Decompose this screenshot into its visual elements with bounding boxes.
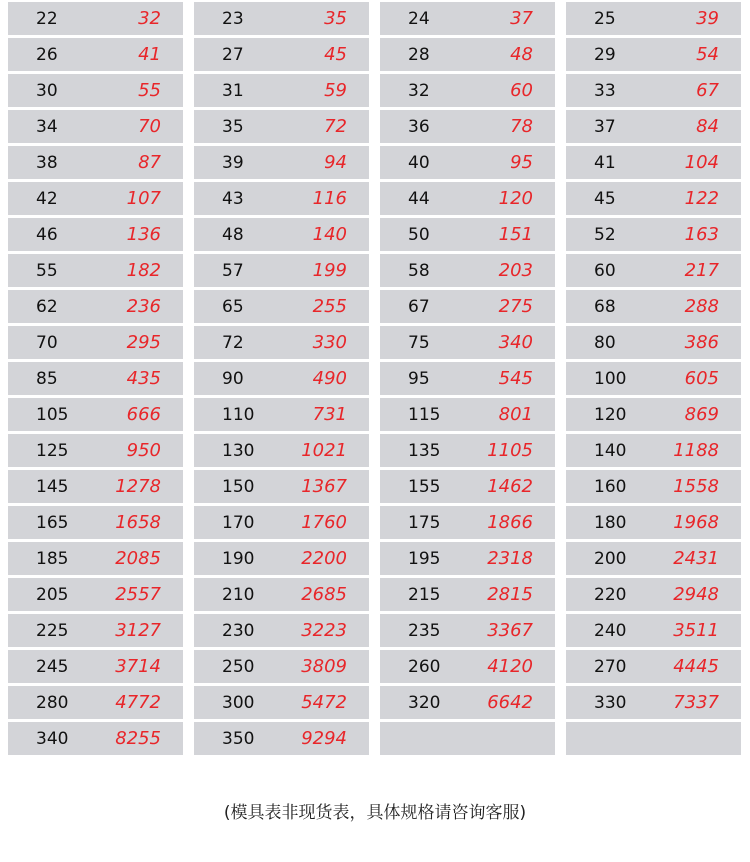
table-cell bbox=[194, 470, 369, 503]
table-cell bbox=[194, 686, 369, 719]
value-number: 1462 bbox=[487, 476, 533, 497]
table-cell bbox=[8, 290, 183, 323]
size-number: 195 bbox=[408, 548, 441, 569]
table-cell bbox=[8, 74, 183, 107]
size-number: 320 bbox=[408, 692, 441, 713]
value-number: 3367 bbox=[487, 620, 533, 641]
table-cell bbox=[380, 614, 555, 647]
table-cell bbox=[380, 110, 555, 143]
size-number: 75 bbox=[408, 332, 430, 353]
value-number: 3809 bbox=[301, 656, 347, 677]
size-number: 220 bbox=[594, 584, 627, 605]
size-number: 26 bbox=[36, 44, 58, 65]
size-number: 27 bbox=[222, 44, 244, 65]
value-number: 95 bbox=[510, 152, 533, 173]
size-number: 330 bbox=[594, 692, 627, 713]
size-number: 57 bbox=[222, 260, 244, 281]
size-number: 72 bbox=[222, 332, 244, 353]
table-cell bbox=[380, 326, 555, 359]
size-number: 185 bbox=[36, 548, 69, 569]
size-number: 39 bbox=[222, 152, 244, 173]
value-number: 87 bbox=[138, 152, 161, 173]
value-number: 48 bbox=[510, 44, 533, 65]
table-cell bbox=[566, 254, 741, 287]
value-number: 236 bbox=[126, 296, 161, 317]
table-cell bbox=[380, 290, 555, 323]
size-number: 95 bbox=[408, 368, 430, 389]
table-cell bbox=[566, 146, 741, 179]
value-number: 1105 bbox=[487, 440, 533, 461]
table-cell bbox=[8, 146, 183, 179]
size-number: 250 bbox=[222, 656, 255, 677]
size-number: 42 bbox=[36, 188, 58, 209]
footer-note: (模具表非现货表，具体规格请咨询客服) bbox=[223, 803, 527, 823]
table-row bbox=[8, 362, 742, 395]
value-number: 4120 bbox=[487, 656, 533, 677]
table-row bbox=[8, 218, 742, 251]
table-cell bbox=[566, 686, 741, 719]
table-cell bbox=[194, 650, 369, 683]
size-number: 25 bbox=[594, 8, 616, 29]
table-row bbox=[8, 470, 742, 503]
table-cell bbox=[380, 470, 555, 503]
table-cell bbox=[566, 362, 741, 395]
table-cell bbox=[194, 146, 369, 179]
table-cell bbox=[194, 326, 369, 359]
size-number: 170 bbox=[222, 512, 255, 533]
table-cell bbox=[194, 110, 369, 143]
table-cell bbox=[380, 542, 555, 575]
table-cell bbox=[8, 2, 183, 35]
table-row bbox=[8, 110, 742, 143]
table-cell bbox=[566, 434, 741, 467]
size-number: 48 bbox=[222, 224, 244, 245]
size-number: 115 bbox=[408, 404, 441, 425]
value-number: 2318 bbox=[487, 548, 533, 569]
value-number: 1760 bbox=[301, 512, 347, 533]
table-cell bbox=[194, 398, 369, 431]
table-cell bbox=[566, 470, 741, 503]
table-row bbox=[8, 650, 742, 683]
table-cell bbox=[566, 290, 741, 323]
value-number: 32 bbox=[138, 8, 161, 29]
size-number: 135 bbox=[408, 440, 441, 461]
value-number: 37 bbox=[510, 8, 533, 29]
value-number: 4445 bbox=[673, 656, 719, 677]
size-number: 80 bbox=[594, 332, 616, 353]
empty-cell bbox=[380, 722, 555, 755]
value-number: 275 bbox=[498, 296, 533, 317]
table-row bbox=[8, 38, 742, 71]
size-number: 225 bbox=[36, 620, 69, 641]
table-cell bbox=[194, 578, 369, 611]
table-cell bbox=[566, 2, 741, 35]
size-number: 70 bbox=[36, 332, 58, 353]
size-number: 40 bbox=[408, 152, 430, 173]
table-cell bbox=[566, 542, 741, 575]
size-number: 100 bbox=[594, 368, 627, 389]
size-number: 55 bbox=[36, 260, 58, 281]
table-cell bbox=[380, 506, 555, 539]
value-number: 67 bbox=[696, 80, 719, 101]
table-row bbox=[8, 182, 742, 215]
value-number: 1367 bbox=[301, 476, 347, 497]
table-row bbox=[8, 74, 742, 107]
table-row bbox=[8, 686, 742, 719]
table-cell bbox=[380, 434, 555, 467]
value-number: 5472 bbox=[301, 692, 347, 713]
size-number: 41 bbox=[594, 152, 616, 173]
size-number: 105 bbox=[36, 404, 69, 425]
table-cell bbox=[194, 434, 369, 467]
table-cell bbox=[8, 254, 183, 287]
value-number: 295 bbox=[126, 332, 161, 353]
value-number: 731 bbox=[312, 404, 347, 425]
size-number: 43 bbox=[222, 188, 244, 209]
value-number: 1278 bbox=[115, 476, 161, 497]
table-cell bbox=[194, 2, 369, 35]
value-number: 1558 bbox=[673, 476, 719, 497]
value-number: 545 bbox=[498, 368, 533, 389]
value-number: 136 bbox=[126, 224, 161, 245]
size-number: 36 bbox=[408, 116, 430, 137]
table-row bbox=[8, 254, 742, 287]
size-number: 90 bbox=[222, 368, 244, 389]
table-cell bbox=[566, 398, 741, 431]
value-number: 35 bbox=[324, 8, 347, 29]
value-number: 120 bbox=[498, 188, 533, 209]
value-number: 1968 bbox=[673, 512, 719, 533]
value-number: 666 bbox=[126, 404, 161, 425]
size-number: 130 bbox=[222, 440, 255, 461]
empty-cell bbox=[566, 722, 741, 755]
value-number: 151 bbox=[498, 224, 533, 245]
size-number: 215 bbox=[408, 584, 441, 605]
value-number: 2085 bbox=[115, 548, 161, 569]
table-cell bbox=[8, 686, 183, 719]
table-cell bbox=[194, 506, 369, 539]
table-row bbox=[8, 290, 742, 323]
size-number: 28 bbox=[408, 44, 430, 65]
table-row bbox=[8, 326, 742, 359]
size-number: 205 bbox=[36, 584, 69, 605]
table-cell bbox=[380, 2, 555, 35]
size-number: 52 bbox=[594, 224, 616, 245]
size-number: 22 bbox=[36, 8, 58, 29]
table-cell bbox=[8, 722, 183, 755]
size-number: 230 bbox=[222, 620, 255, 641]
value-number: 3223 bbox=[301, 620, 347, 641]
value-number: 801 bbox=[498, 404, 533, 425]
size-value-table bbox=[8, 2, 742, 758]
table-cell bbox=[566, 506, 741, 539]
table-row bbox=[8, 398, 742, 431]
table-cell bbox=[8, 326, 183, 359]
table-cell bbox=[8, 38, 183, 71]
size-number: 235 bbox=[408, 620, 441, 641]
size-number: 180 bbox=[594, 512, 627, 533]
value-number: 140 bbox=[312, 224, 347, 245]
table-row bbox=[8, 578, 742, 611]
size-number: 280 bbox=[36, 692, 69, 713]
value-number: 2431 bbox=[673, 548, 719, 569]
value-number: 54 bbox=[696, 44, 719, 65]
table-row bbox=[8, 146, 742, 179]
size-number: 190 bbox=[222, 548, 255, 569]
size-number: 50 bbox=[408, 224, 430, 245]
value-number: 869 bbox=[684, 404, 719, 425]
table-cell bbox=[380, 74, 555, 107]
size-number: 23 bbox=[222, 8, 244, 29]
value-number: 2815 bbox=[487, 584, 533, 605]
value-number: 84 bbox=[696, 116, 719, 137]
size-number: 160 bbox=[594, 476, 627, 497]
size-number: 34 bbox=[36, 116, 58, 137]
size-number: 31 bbox=[222, 80, 244, 101]
table-cell bbox=[380, 578, 555, 611]
value-number: 288 bbox=[684, 296, 719, 317]
size-number: 32 bbox=[408, 80, 430, 101]
value-number: 7337 bbox=[673, 692, 719, 713]
table-cell bbox=[380, 650, 555, 683]
size-number: 68 bbox=[594, 296, 616, 317]
size-number: 200 bbox=[594, 548, 627, 569]
table-cell bbox=[194, 290, 369, 323]
table-cell bbox=[194, 182, 369, 215]
size-number: 45 bbox=[594, 188, 616, 209]
table-cell bbox=[8, 650, 183, 683]
table-cell bbox=[380, 686, 555, 719]
table-cell bbox=[194, 542, 369, 575]
value-number: 60 bbox=[510, 80, 533, 101]
value-number: 199 bbox=[312, 260, 347, 281]
table-cell bbox=[8, 434, 183, 467]
table-cell bbox=[8, 542, 183, 575]
table-cell bbox=[8, 362, 183, 395]
size-number: 58 bbox=[408, 260, 430, 281]
value-number: 950 bbox=[126, 440, 161, 461]
value-number: 78 bbox=[510, 116, 533, 137]
table-cell bbox=[194, 218, 369, 251]
value-number: 45 bbox=[324, 44, 347, 65]
size-number: 270 bbox=[594, 656, 627, 677]
value-number: 2685 bbox=[301, 584, 347, 605]
table-cell bbox=[194, 38, 369, 71]
table-cell bbox=[194, 254, 369, 287]
table-cell bbox=[566, 650, 741, 683]
table-cell bbox=[8, 218, 183, 251]
value-number: 59 bbox=[324, 80, 347, 101]
value-number: 217 bbox=[684, 260, 719, 281]
table-cell bbox=[566, 614, 741, 647]
size-number: 37 bbox=[594, 116, 616, 137]
size-number: 67 bbox=[408, 296, 430, 317]
size-number: 260 bbox=[408, 656, 441, 677]
size-number: 300 bbox=[222, 692, 255, 713]
value-number: 1188 bbox=[673, 440, 719, 461]
table-cell bbox=[194, 722, 369, 755]
size-number: 120 bbox=[594, 404, 627, 425]
value-number: 104 bbox=[684, 152, 719, 173]
table-row bbox=[8, 506, 742, 539]
value-number: 3714 bbox=[115, 656, 161, 677]
size-number: 155 bbox=[408, 476, 441, 497]
table-cell bbox=[8, 614, 183, 647]
value-number: 435 bbox=[126, 368, 161, 389]
value-number: 3127 bbox=[115, 620, 161, 641]
size-number: 245 bbox=[36, 656, 69, 677]
size-number: 29 bbox=[594, 44, 616, 65]
table-cell bbox=[566, 38, 741, 71]
size-number: 65 bbox=[222, 296, 244, 317]
value-number: 163 bbox=[684, 224, 719, 245]
value-number: 255 bbox=[312, 296, 347, 317]
size-number: 125 bbox=[36, 440, 69, 461]
table-cell bbox=[8, 110, 183, 143]
table-cell bbox=[8, 470, 183, 503]
value-number: 116 bbox=[312, 188, 347, 209]
size-number: 38 bbox=[36, 152, 58, 173]
size-number: 46 bbox=[36, 224, 58, 245]
value-number: 3511 bbox=[673, 620, 719, 641]
value-number: 39 bbox=[696, 8, 719, 29]
table-cell bbox=[8, 578, 183, 611]
table-cell bbox=[380, 254, 555, 287]
table-cell bbox=[8, 182, 183, 215]
value-number: 490 bbox=[312, 368, 347, 389]
value-number: 182 bbox=[126, 260, 161, 281]
value-number: 605 bbox=[684, 368, 719, 389]
size-number: 240 bbox=[594, 620, 627, 641]
size-number: 60 bbox=[594, 260, 616, 281]
size-number: 33 bbox=[594, 80, 616, 101]
table-row bbox=[8, 2, 742, 35]
table-row bbox=[8, 434, 742, 467]
value-number: 94 bbox=[324, 152, 347, 173]
table-cell bbox=[380, 38, 555, 71]
table-row bbox=[8, 722, 742, 755]
table-cell bbox=[194, 74, 369, 107]
size-number: 140 bbox=[594, 440, 627, 461]
value-number: 1658 bbox=[115, 512, 161, 533]
size-number: 30 bbox=[36, 80, 58, 101]
size-number: 165 bbox=[36, 512, 69, 533]
size-number: 175 bbox=[408, 512, 441, 533]
value-number: 2557 bbox=[115, 584, 161, 605]
table-cell bbox=[380, 182, 555, 215]
table-cell bbox=[566, 326, 741, 359]
value-number: 8255 bbox=[115, 728, 161, 749]
value-number: 122 bbox=[684, 188, 719, 209]
size-number: 24 bbox=[408, 8, 430, 29]
value-number: 2948 bbox=[673, 584, 719, 605]
size-number: 340 bbox=[36, 728, 69, 749]
table-cell bbox=[8, 398, 183, 431]
size-number: 210 bbox=[222, 584, 255, 605]
value-number: 107 bbox=[126, 188, 161, 209]
table-cell bbox=[8, 506, 183, 539]
table-cell bbox=[566, 182, 741, 215]
table-cell bbox=[566, 218, 741, 251]
value-number: 386 bbox=[684, 332, 719, 353]
table-cell bbox=[194, 362, 369, 395]
value-number: 41 bbox=[138, 44, 161, 65]
table-cell bbox=[380, 362, 555, 395]
value-number: 2200 bbox=[301, 548, 347, 569]
value-number: 4772 bbox=[115, 692, 161, 713]
value-number: 340 bbox=[498, 332, 533, 353]
size-number: 44 bbox=[408, 188, 430, 209]
value-number: 203 bbox=[498, 260, 533, 281]
table-row bbox=[8, 542, 742, 575]
value-number: 55 bbox=[138, 80, 161, 101]
size-number: 85 bbox=[36, 368, 58, 389]
size-number: 62 bbox=[36, 296, 58, 317]
table-cell bbox=[566, 578, 741, 611]
size-number: 35 bbox=[222, 116, 244, 137]
table-cell bbox=[380, 398, 555, 431]
value-number: 330 bbox=[312, 332, 347, 353]
size-number: 350 bbox=[222, 728, 255, 749]
table-cell bbox=[380, 218, 555, 251]
table-row bbox=[8, 614, 742, 647]
value-number: 9294 bbox=[301, 728, 347, 749]
table-cell bbox=[380, 146, 555, 179]
size-number: 145 bbox=[36, 476, 69, 497]
size-number: 110 bbox=[222, 404, 255, 425]
value-number: 6642 bbox=[487, 692, 533, 713]
value-number: 72 bbox=[324, 116, 347, 137]
table-cell bbox=[194, 614, 369, 647]
value-number: 1021 bbox=[301, 440, 347, 461]
value-number: 70 bbox=[138, 116, 161, 137]
value-number: 1866 bbox=[487, 512, 533, 533]
table-cell bbox=[566, 110, 741, 143]
table-cell bbox=[566, 74, 741, 107]
size-number: 150 bbox=[222, 476, 255, 497]
